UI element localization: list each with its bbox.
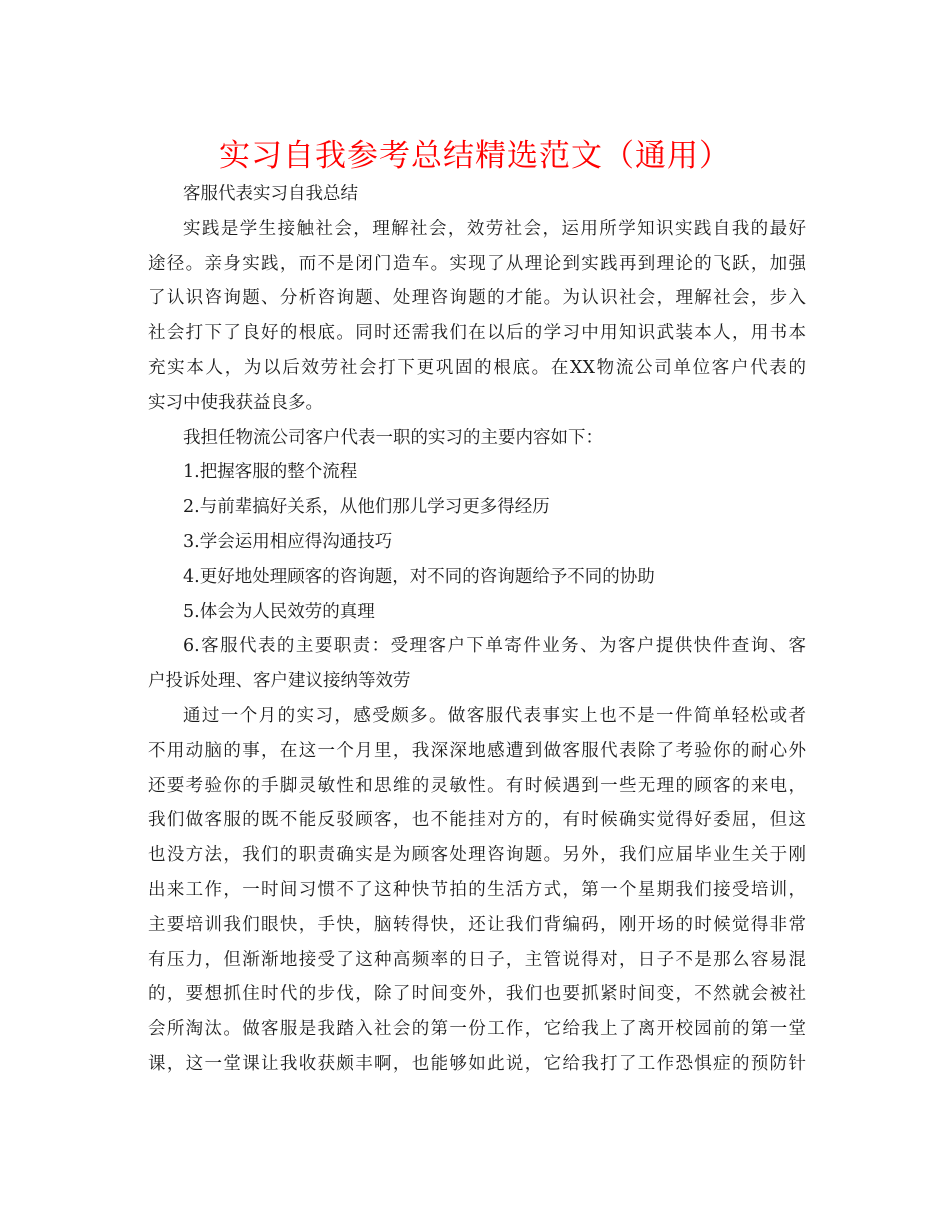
text-line: 3.学会运用相应得沟通技巧 <box>183 531 393 552</box>
text-line: 还要考验你的手脚灵敏性和思维的灵敏性。有时候遇到一些无理的顾客的来电， <box>148 775 806 796</box>
text-line: 6.客服代表的主要职责：受理客户下单寄件业务、为客户提供快件查询、客 <box>183 636 806 657</box>
text-line: 也没方法，我们的职责确实是为顾客处理咨询题。另外，我们应届毕业生关于刚 <box>148 845 806 866</box>
text-line: 途径。亲身实践，而不是闭门造车。实现了从理论到实践再到理论的飞跃，加强 <box>148 253 806 274</box>
text-line: 通过一个月的实习，感受颇多。做客服代表事实上也不是一件简单轻松或者 <box>183 705 806 726</box>
text-line: 1.把握客服的整个流程 <box>183 462 358 483</box>
text-line: 出来工作，一时间习惯不了这种快节拍的生活方式，第一个星期我们接受培训， <box>148 879 806 900</box>
text-line: 实习中使我获益良多。 <box>148 392 323 413</box>
text-line: 主要培训我们眼快，手快，脑转得快，还让我们背编码，刚开场的时候觉得非常 <box>148 914 806 935</box>
document-title: 实习自我参考总结精选范文（通用） <box>219 138 731 174</box>
text-line: 实践是学生接触社会，理解社会，效劳社会，运用所学知识实践自我的最好 <box>183 218 806 239</box>
text-line: 社会打下了良好的根底。同时还需我们在以后的学习中用知识武装本人，用书本 <box>148 323 806 344</box>
text-line: 充实本人，为以后效劳社会打下更巩固的根底。在XX物流公司单位客户代表的 <box>148 357 806 378</box>
text-line: 课，这一堂课让我收获颇丰啊，也能够如此说，它给我打了工作恐惧症的预防针 <box>148 1053 806 1074</box>
text-line: 我们做客服的既不能反驳顾客，也不能挂对方的，有时候确实觉得好委屈，但这 <box>148 810 806 831</box>
text-line: 了认识咨询题、分析咨询题、处理咨询题的才能。为认识社会，理解社会，步入 <box>148 288 806 309</box>
text-line: 2.与前辈搞好关系，从他们那儿学习更多得经历 <box>183 497 550 518</box>
text-line: 4.更好地处理顾客的咨询题，对不同的咨询题给予不同的协助 <box>183 566 655 587</box>
text-line: 的，要想抓住时代的步伐，除了时间变外，我们也要抓紧时间变，不然就会被社 <box>148 984 806 1005</box>
text-line: 客服代表实习自我总结 <box>183 184 358 204</box>
text-line: 我担任物流公司客户代表一职的实习的主要内容如下： <box>183 427 603 448</box>
text-line: 5.体会为人民效劳的真理 <box>183 601 375 622</box>
text-line: 户投诉处理、客户建议接纳等效劳 <box>148 671 411 692</box>
text-line: 有压力，但渐渐地接受了这种高频率的日子，主管说得对，日子不是那么容易混 <box>148 949 806 970</box>
text-line: 不用动脑的事，在这一个月里，我深深地感遭到做客服代表除了考验你的耐心外 <box>148 740 806 761</box>
document-body <box>148 177 806 1082</box>
text-line: 会所淘汰。做客服是我踏入社会的第一份工作，它给我上了离开校园前的第一堂 <box>148 1019 806 1040</box>
